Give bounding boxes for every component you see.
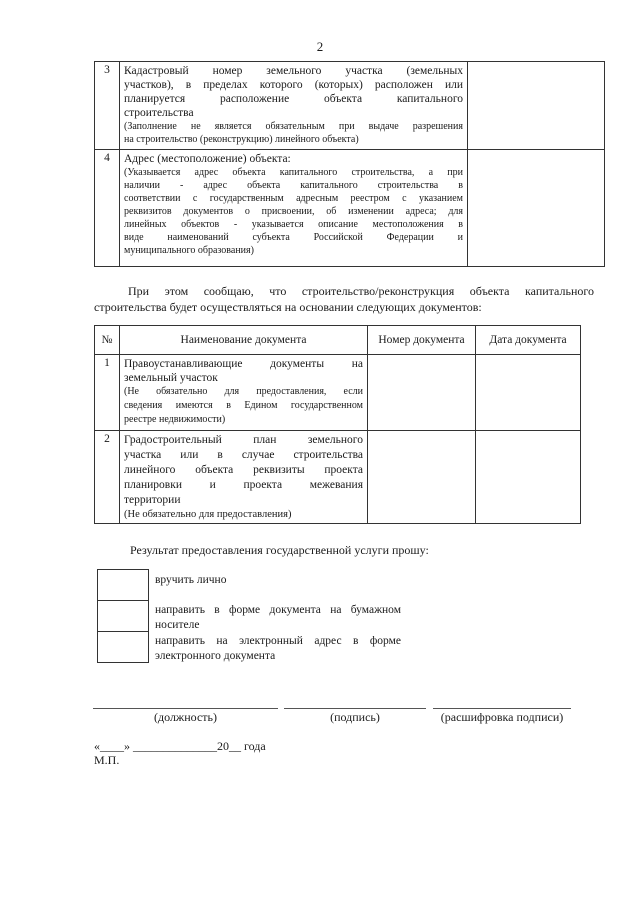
signature-line-sign[interactable] [284,708,426,709]
row-number: 1 [95,355,120,431]
option-checkbox-in-person[interactable] [97,569,149,601]
row-number: 4 [95,150,120,267]
document-name: Правоустанавливающие документы на земельный участок (Не обязательно для предоставления, если сведения имеются в Едином государственном реестре недвижимости) [120,355,368,431]
table-row [95,355,581,431]
document-number-cell[interactable] [368,355,476,431]
row-value-cell[interactable] [468,150,605,267]
signature-line-position[interactable] [93,708,278,709]
option-label-electronic: направить на электронный адрес в форме электронного документа [155,635,401,662]
signature-label-sign: (подпись) [330,710,380,724]
row-number: 3 [95,62,120,150]
page-number: 2 [316,39,324,54]
table-header-row [95,326,581,355]
option-checkbox-electronic[interactable] [97,631,149,663]
object-info-table [94,61,605,267]
date-field[interactable]: «____» ______________20__ года [94,739,266,753]
table-row [95,150,605,267]
documents-table [94,325,581,524]
table-row [95,431,581,524]
row-value-cell[interactable] [468,62,605,150]
document-date-cell[interactable] [476,355,581,431]
option-label-in-person: вручить лично [155,574,227,586]
document-date-cell[interactable] [476,431,581,524]
table-row [95,62,605,150]
header-date: Дата документа [476,326,581,355]
signature-label-position: (должность) [154,710,217,724]
statement-paragraph: При этом сообщаю, что строительство/реконструкция объекта капитального строительства будет осуществляться на основании следующих документов: [94,284,594,314]
header-number: Номер документа [368,326,476,355]
signature-label-decoding: (расшифровка подписи) [440,710,564,724]
option-checkbox-paper[interactable] [97,600,149,632]
header-num: № [95,326,120,355]
option-label-paper: направить в форме документа на бумажном носителе [155,604,401,631]
row-description: Адрес (местоположение) объекта: (Указывается адрес объекта капитального строительства, а при наличии - адрес объекта капитального строительства в соответствии с государственным адресным реестром с указанием реквизитов документов о присвоении, об изменении адреса; для линейных объектов - указывается описание местоположения в виде наименований субъекта Российской Федерации и муниципального образования) [120,150,468,267]
row-description: Кадастровый номер земельного участка (земельных участков), в пределах которого (которых) расположен или планируется расположение объекта капитального строительства (Заполнение не является обязательным при выдаче разрешения на строительство (реконструкцию) линейного объекта) [120,62,468,150]
request-text: Результат предоставления государственной услуги прошу: [130,543,429,557]
signature-line-decoding[interactable] [433,708,571,709]
document-name: Градостроительный план земельного участка или в случае строительства линейного объекта реквизиты проекта планировки и проекта межевания территории (Не обязательно для предоставления) [120,431,368,524]
row-number: 2 [95,431,120,524]
stamp-place: М.П. [94,753,120,767]
document-number-cell[interactable] [368,431,476,524]
header-name: Наименование документа [120,326,368,355]
